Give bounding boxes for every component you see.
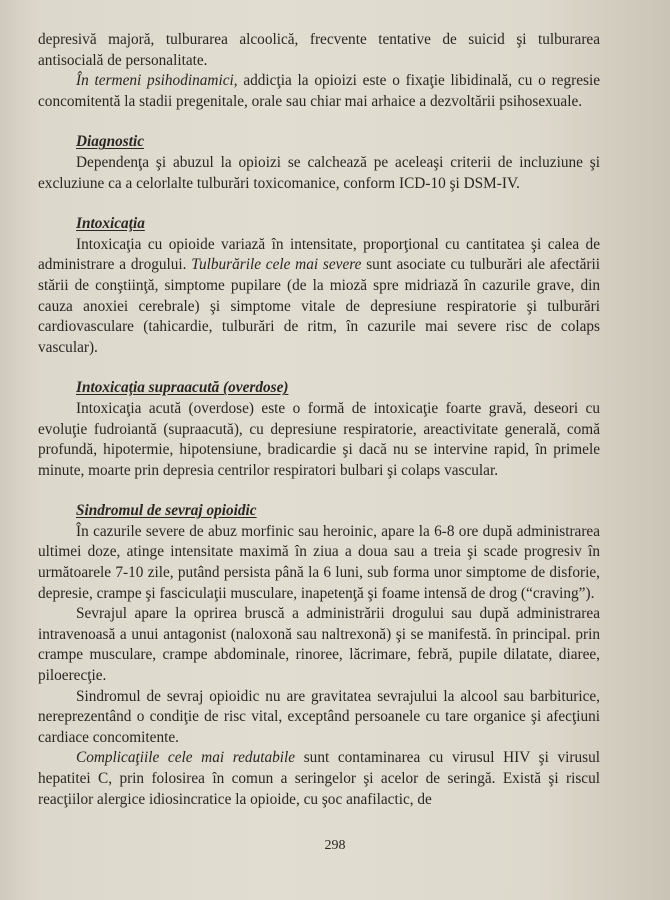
section-gap xyxy=(38,194,600,214)
paragraph-text: Intoxicaţia cu opioide variază în intensitate, proporţional cu cantitatea şi calea de administrare a drogului. xyxy=(38,235,600,274)
heading-diagnostic: Diagnostic xyxy=(76,133,144,151)
section-gap xyxy=(38,112,600,132)
italic-phrase: Tulburările cele mai severe xyxy=(191,256,362,274)
section-gap xyxy=(38,481,600,501)
heading-overdose: Intoxicaţia supraacută (overdose) xyxy=(76,379,289,397)
paragraph-text: , addicţia la opioizi este o fixaţie libidinală, cu o regresie concomitentă la stadii pregenitale, orale sau chiar mai arhaice a dezvoltării psihosexuale. xyxy=(38,72,600,110)
paragraph-2 xyxy=(38,71,600,112)
paragraph-5: Intoxicaţia acută (overdose) este o formă de intoxicaţie foarte gravă, deseori cu evoluţie fudroiantă (supraacută), cu depresiune respiratorie, areactivitate generală, comă profundă, hipotermie, hipotensiune, bradicardie şi dacă nu se intervine rapid, în primele minute, moarte prin depresia centrilor respiratori bulbari şi colaps vascular. xyxy=(38,399,600,479)
italic-phrase: În termeni psihodinamici xyxy=(76,72,234,90)
paragraph-7: Sevrajul apare la oprirea bruscă a administrării drogului sau după administrarea intravenoasă a unui antagonist (naloxonă sau naltrexonă) şi se manifestă. în principal. prin crampe musculare, crampe abdominale, rinoree, lăcrimare, febră, pupile dilatate, diaree, piloerecţie. xyxy=(38,605,600,685)
italic-phrase: Complicaţiile cele mai redutabile xyxy=(76,749,296,767)
section-gap xyxy=(38,358,600,378)
paragraph-4 xyxy=(38,235,600,359)
page-number: 298 xyxy=(324,838,346,853)
paragraph-9 xyxy=(38,748,600,810)
heading-sevraj: Sindromul de sevraj opioidic xyxy=(76,502,257,520)
paragraph-8: Sindromul de sevraj opioidic nu are gravitatea sevrajului la alcool sau barbiturice, nereprezentând o condiţie de risc vital, exceptând persoanele cu tare organice şi afecţiuni cardiace concomitente. xyxy=(38,687,600,746)
paragraph-1: depresivă majoră, tulburarea alcoolică, frecvente tentative de suicid şi tulburarea antisocială de personalitate. xyxy=(38,31,600,69)
heading-intoxicatia: Intoxicaţia xyxy=(76,215,145,233)
page-body xyxy=(38,30,600,810)
paragraph-text: sunt asociate cu tulburări ale afectării stării de conştiinţă, simptome pupilare (de la mioză spre midriază în cazurile grave, din cauza anoxiei cerebrale) şi simptome vitale de depresiune respiratorie şi tulburări cardiovasculare (tahicardie, tulburări de ritm, în cazurile mai severe risc de colaps vascular). xyxy=(38,256,600,356)
paragraph-3: Dependenţa şi abuzul la opioizi se calchează pe aceleaşi criterii de incluziune şi excluziune ca a celorlalte tulburări toxicomanice, conform ICD-10 şi DSM-IV. xyxy=(38,153,600,192)
paragraph-6: În cazurile severe de abuz morfinic sau heroinic, apare la 6-8 ore după administrarea ultimei doze, atinge intensitate maximă în ziua a doua sau a treia şi scade progresiv în următoarele 7-10 zile, putând persista până la 6 luni, sub forma unor simptome de disforie, depresie, crampe şi fasciculaţii musculare, inapetenţă şi foame intensă de drog (“craving”). xyxy=(38,522,600,602)
paragraph-text: sunt contaminarea cu virusul HIV şi virusul hepatitei C, prin folosirea în comun a seringelor şi acelor de seringă. Există şi riscul reacţiilor alergice idiosincratice la opioide, cu şoc anafilactic, de xyxy=(38,749,600,808)
